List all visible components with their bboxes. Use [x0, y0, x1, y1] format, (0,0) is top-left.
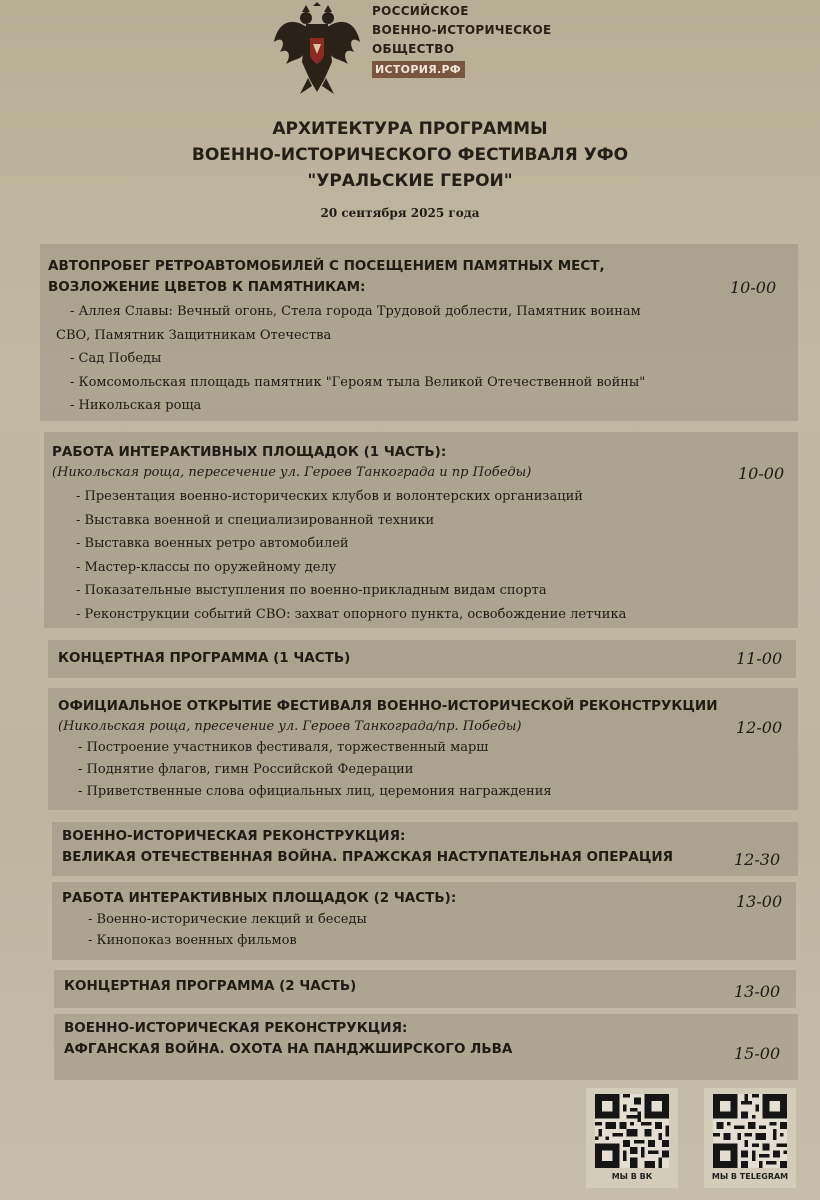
list-item: - Презентация военно-исторических клубов и волонтерских организаций	[76, 489, 583, 504]
program-section	[44, 432, 798, 628]
site-badge: ИСТОРИЯ.РФ	[372, 61, 465, 78]
qr-label-telegram: МЫ В TELEGRAM	[711, 1172, 789, 1181]
event-date: 20 сентября 2025 года	[320, 206, 480, 220]
program-section	[48, 640, 796, 678]
list-item: - Выставка военной и специализированной техники	[76, 512, 435, 528]
section-items	[62, 909, 796, 951]
program-title	[0, 116, 820, 194]
section-heading: РАБОТА ИНТЕРАКТИВНЫХ ПЛОЩАДОК (2 ЧАСТЬ):	[62, 890, 457, 906]
list-item: - Сад Победы	[70, 351, 162, 366]
list-item: - Выставка военных ретро автомобилей	[76, 536, 349, 551]
list-item: - Никольская роща	[70, 398, 202, 413]
title-line-2: ВОЕННО-ИСТОРИЧЕСКОГО ФЕСТИВАЛЯ УФО	[191, 145, 629, 165]
qr-code-telegram-icon[interactable]	[713, 1094, 787, 1168]
program-section	[40, 244, 798, 421]
section-heading: ВОЕННО-ИСТОРИЧЕСКАЯ РЕКОНСТРУКЦИЯ:	[64, 1020, 408, 1036]
section-location: (Никольская роща, пресечение ул. Героев Танкограда/пр. Победы)	[58, 719, 522, 734]
section-heading: ОФИЦИАЛЬНОЕ ОТКРЫТИЕ ФЕСТИВАЛЯ ВОЕННО-ИСТОРИЧЕСКОЙ РЕКОНСТРУКЦИИ	[58, 698, 718, 714]
section-heading: РАБОТА ИНТЕРАКТИВНЫХ ПЛОЩАДОК (1 ЧАСТЬ):	[52, 444, 447, 460]
list-item: - Приветственные слова официальных лиц, церемония награждения	[78, 784, 552, 799]
section-heading: АФГАНСКАЯ ВОЙНА. ОХОТА НА ПАНДЖШИРСКОГО ЛЬВА	[64, 1041, 513, 1057]
list-item: - Реконструкции событий СВО: захват опорного пункта, освобождение летчика	[76, 606, 627, 622]
list-item: - Комсомольская площадь памятник "Героям тыла Великой Отечественной войны"	[70, 374, 646, 390]
title-line-1: АРХИТЕКТУРА ПРОГРАММЫ	[272, 119, 548, 139]
list-item: - Аллея Славы: Вечный огонь, Стела города Трудовой доблести, Памятник воинам	[70, 304, 641, 319]
section-time: 12-30	[734, 850, 781, 869]
org-line-3: ОБЩЕСТВО	[372, 42, 455, 56]
section-heading: ВЕЛИКАЯ ОТЕЧЕСТВЕННАЯ ВОЙНА. ПРАЖСКАЯ НАСТУПАТЕЛЬНАЯ ОПЕРАЦИЯ	[62, 849, 674, 865]
section-heading: АВТОПРОБЕГ РЕТРОАВТОМОБИЛЕЙ С ПОСЕЩЕНИЕМ ПАМЯТНЫХ МЕСТ,	[48, 258, 605, 274]
section-time: 11-00	[736, 649, 783, 668]
section-heading: КОНЦЕРТНАЯ ПРОГРАММА (2 ЧАСТЬ)	[64, 978, 357, 994]
section-items	[48, 300, 798, 418]
program-section	[52, 882, 796, 960]
program-section	[54, 970, 796, 1008]
list-item: - Построение участников фестиваля, торжественный марш	[78, 740, 489, 755]
org-name	[372, 2, 552, 79]
list-item: - Показательные выступления по военно-прикладным видам спорта	[76, 583, 547, 598]
list-item: - Военно-исторические лекций и беседы	[88, 912, 367, 927]
section-location: (Никольская роща, пересечение ул. Героев Танкограда и пр Победы)	[52, 465, 532, 480]
section-heading: КОНЦЕРТНАЯ ПРОГРАММА (1 ЧАСТЬ)	[58, 650, 351, 666]
list-item: - Кинопоказ военных фильмов	[88, 933, 297, 948]
list-item: - Мастер-классы по оружейному делу	[76, 559, 337, 575]
double-headed-eagle-icon	[272, 2, 362, 98]
section-items	[52, 485, 798, 626]
section-heading: ВОЕННО-ИСТОРИЧЕСКАЯ РЕКОНСТРУКЦИЯ:	[62, 828, 406, 844]
section-time: 10-00	[738, 464, 785, 483]
program-section	[52, 822, 798, 876]
list-item: - Поднятие флагов, гимн Российской Федерации	[78, 762, 414, 777]
section-time: 13-00	[734, 982, 781, 1001]
org-line-1: РОССИЙСКОЕ	[372, 4, 469, 18]
org-line-2: ВОЕННО-ИСТОРИЧЕСКОЕ	[372, 23, 552, 37]
qr-label-vk: МЫ В ВК	[611, 1172, 653, 1181]
section-time: 12-00	[736, 718, 783, 737]
section-heading: ВОЗЛОЖЕНИЕ ЦВЕТОВ К ПАМЯТНИКАМ:	[48, 279, 366, 295]
program-section	[54, 1014, 798, 1080]
title-line-3: "УРАЛЬСКИЕ ГЕРОИ"	[307, 171, 513, 191]
section-time: 10-00	[730, 278, 777, 297]
qr-code-vk-icon[interactable]	[595, 1094, 669, 1168]
program-section	[48, 688, 798, 810]
section-time: 15-00	[734, 1044, 781, 1063]
list-item: СВО, Памятник Защитникам Отечества	[56, 327, 332, 343]
section-time: 13-00	[736, 892, 783, 911]
section-items	[58, 737, 798, 803]
